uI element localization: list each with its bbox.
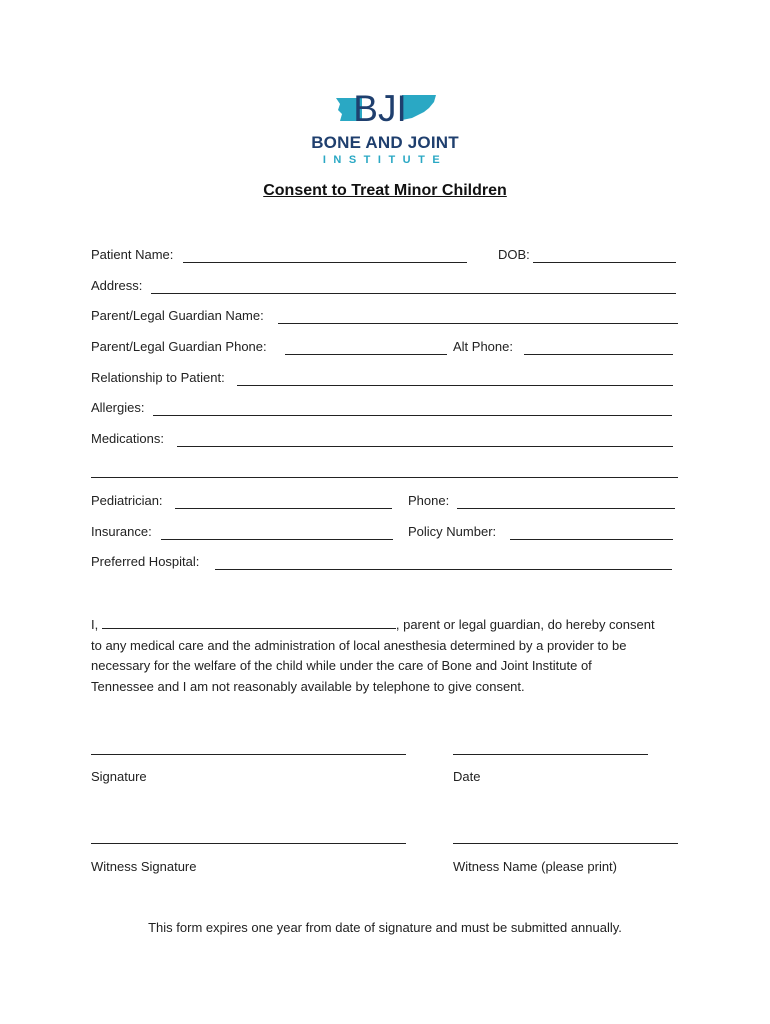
guardian-phone-label: Parent/Legal Guardian Phone: [91,339,267,354]
medications-field-continued[interactable] [91,477,678,478]
alt-phone-label: Alt Phone: [453,339,513,354]
expiration-notice: This form expires one year from date of signature and must be submitted annually. [148,920,622,935]
logo-mark [336,88,440,128]
patient-name-label: Patient Name: [91,247,174,262]
logo-name-line2: INSTITUTE [322,154,448,166]
medications-field[interactable] [177,446,673,447]
insurance-label: Insurance: [91,524,152,539]
signature-label: Signature [91,769,147,784]
preferred-hospital-field[interactable] [215,569,672,570]
consent-line-1-text: , parent or legal guardian, do hereby consent [395,617,655,632]
pediatrician-field[interactable] [175,508,392,509]
consent-prefix: I, [91,617,99,632]
guardian-name-label: Parent/Legal Guardian Name: [91,308,264,323]
preferred-hospital-label: Preferred Hospital: [91,554,200,569]
consent-line-3: necessary for the welfare of the child while under the care of Bone and Joint Institute of [91,658,592,673]
witness-name-field[interactable] [453,843,678,844]
date-label: Date [453,769,481,784]
consent-line-1 [91,615,691,636]
relationship-field[interactable] [237,385,673,386]
logo-name-line1: BONE AND JOINT [311,133,459,152]
medications-label: Medications: [91,431,164,446]
logo-state-right-shape [402,95,436,120]
guardian-name-field[interactable] [278,323,678,324]
relationship-label: Relationship to Patient: [91,370,225,385]
consent-line-4: Tennessee and I am not reasonably available by telephone to give consent. [91,678,525,694]
address-field[interactable] [151,293,676,294]
allergies-label: Allergies: [91,400,145,415]
date-field[interactable] [453,754,648,755]
pediatrician-phone-field[interactable] [457,508,675,509]
consent-guardian-name-field[interactable] [102,617,396,629]
allergies-field[interactable] [153,415,672,416]
pediatrician-phone-label: Phone: [408,493,450,508]
address-label: Address: [91,278,143,293]
dob-label: DOB: [498,247,530,262]
policy-number-label: Policy Number: [408,524,497,539]
patient-name-field[interactable] [183,262,467,263]
signature-field[interactable] [91,754,406,755]
pediatrician-label: Pediatrician: [91,493,163,508]
policy-number-field[interactable] [510,539,673,540]
consent-line-2: to any medical care and the administration of local anesthesia determined by a provider to be [91,637,627,653]
alt-phone-field[interactable] [524,354,673,355]
witness-name-label: Witness Name (please print) [453,859,617,874]
insurance-field[interactable] [161,539,393,540]
logo-mark-text: BJI [353,88,407,128]
witness-signature-field[interactable] [91,843,406,844]
consent-paragraph [91,615,691,697]
tennessee-logo-icon [336,88,440,128]
dob-field[interactable] [533,262,676,263]
guardian-phone-field[interactable] [285,354,447,355]
witness-signature-label: Witness Signature [91,859,197,874]
page-title: Consent to Treat Minor Children [263,182,507,199]
